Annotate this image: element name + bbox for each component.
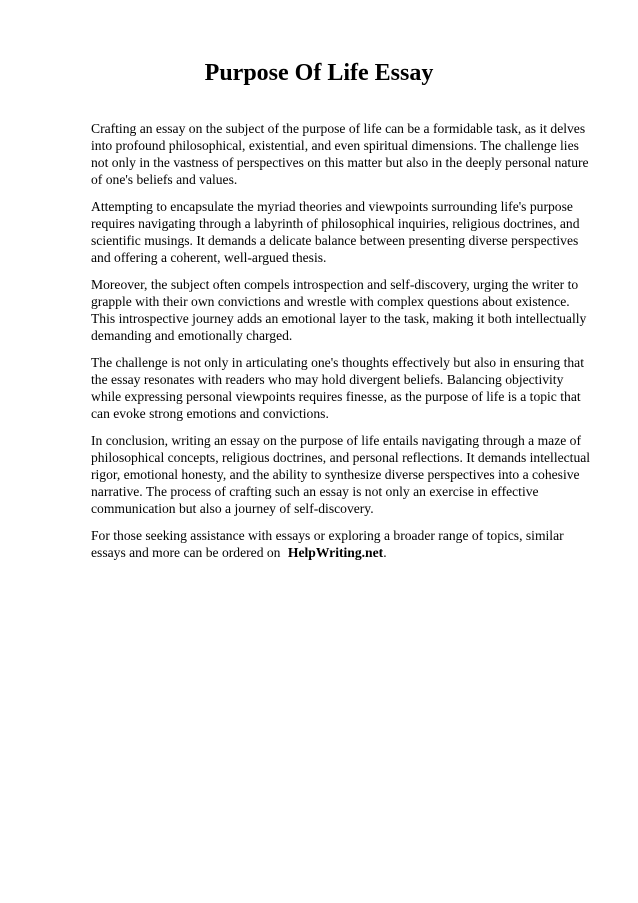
helpwriting-link[interactable]: HelpWriting.net [287,545,384,560]
paragraph-5: In conclusion, writing an essay on the purpose of life entails navigating through a maze of philosophical concepts, religious doctrines, and personal reflections. It demands intellectual rigor, emotional honesty, and the ability to synthesize diverse perspectives into a cohesive narrative. The process of crafting such an essay is not only an exercise in effective communication but also a journey of self-discovery. [91,433,591,516]
page-title: Purpose Of Life Essay [204,60,434,86]
paragraph-3: Moreover, the subject often compels introspection and self-discovery, urging the writer to grapple with their own convictions and wrestle with complex questions about existence. This introspective journey adds an emotional layer to the task, making it both intellectually demanding and emotionally charged. [91,277,587,343]
closing-period: . [383,545,387,560]
paragraph-1: Crafting an essay on the subject of the purpose of life can be a formidable task, as it delves into profound philosophical, existential, and even spiritual dimensions. The challenge lies not only in the vastness of perspectives on this matter but also in the deeply personal nature of one's beliefs and values. [91,121,589,187]
closing-paragraph [91,527,596,561]
closing-text: For those seeking assistance with essays or exploring a broader range of topics, similar essays and more can be ordered on [91,528,564,560]
paragraph-4: The challenge is not only in articulating one's thoughts effectively but also in ensuring that the essay resonates with readers who may hold divergent beliefs. Balancing objectivity while expressing personal viewpoints requires finesse, as the purpose of life is a topic that can evoke strong emotions and convictions. [91,355,584,421]
paragraph-2: Attempting to encapsulate the myriad theories and viewpoints surrounding life's purpose requires navigating through a labyrinth of philosophical inquiries, religious doctrines, and scientific musings. It demands a delicate balance between presenting diverse perspectives and offering a coherent, well-argued thesis. [91,199,580,265]
